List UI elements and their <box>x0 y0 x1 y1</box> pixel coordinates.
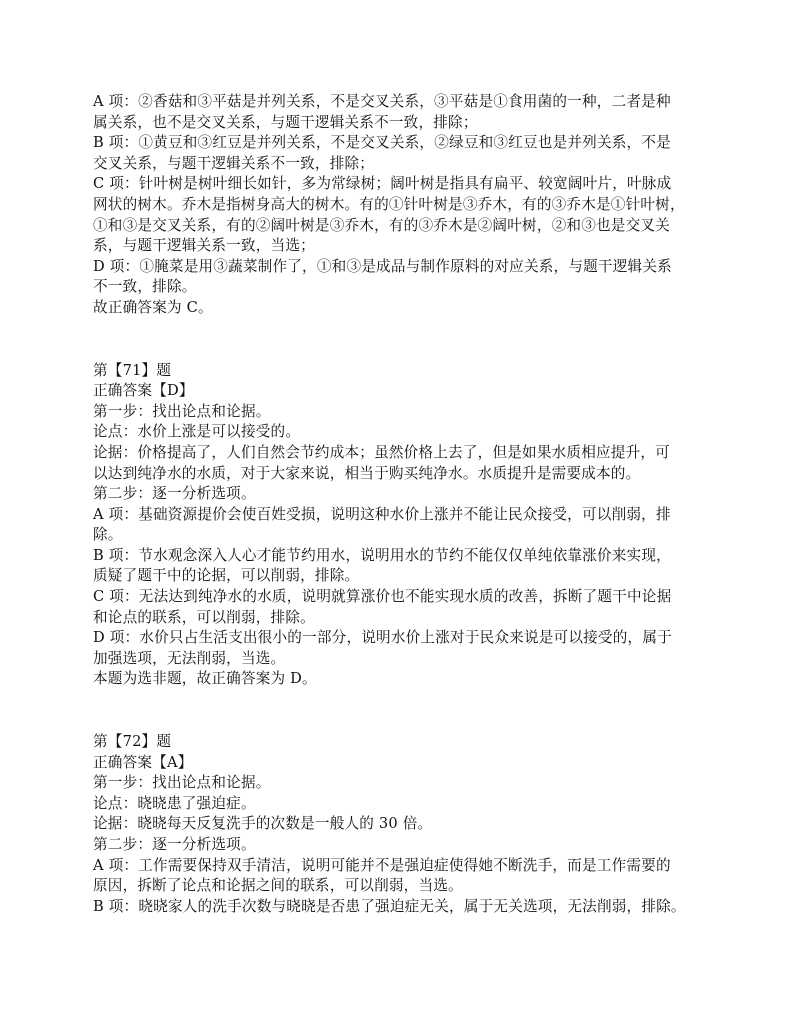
question-71 <box>93 361 721 691</box>
text-line: 系，与题干逻辑关系一致，当选； <box>93 237 315 255</box>
answer-conclusion: 本题为选非题，故正确答案为 D。 <box>93 670 317 688</box>
text-line: ①和③是交叉关系，有的②阔叶树是③乔木，有的③乔木是②阔叶树，②和③也是交叉关 <box>93 216 670 234</box>
argument-claim: 论点：晓晓患了强迫症。 <box>93 794 256 812</box>
answer-conclusion: 故正确答案为 C。 <box>93 298 213 316</box>
text-line: 不一致，排除。 <box>93 278 197 296</box>
text-line: 质疑了题干中的论据，可以削弱，排除。 <box>93 567 360 585</box>
document-page <box>93 92 721 917</box>
text-line: D 项：水价只占生活支出很小的一部分，说明水价上涨对于民众来说是可以接受的，属于 <box>93 629 672 647</box>
question-heading: 第【71】题 <box>93 361 172 379</box>
text-line: A 项：基础资源提价会使百姓受损，说明这种水价上涨并不能让民众接受，可以削弱，排 <box>93 505 671 523</box>
text-line: A 项：工作需要保持双手清洁，说明可能并不是强迫症使得她不断洗手，而是工作需要的 <box>93 856 671 874</box>
text-line: D 项：①腌菜是用③蔬菜制作了，①和③是成品与制作原料的对应关系，与题干逻辑关系 <box>93 257 672 275</box>
argument-claim: 论点：水价上涨是可以接受的。 <box>93 423 301 441</box>
text-line: 以达到纯净水的水质，对于大家来说，相当于购买纯净水。水质提升是需要成本的。 <box>93 464 641 482</box>
step-heading: 第一步：找出论点和论据。 <box>93 774 271 792</box>
argument-evidence: 论据：晓晓每天反复洗手的次数是一般人的 30 倍。 <box>93 815 433 833</box>
correct-answer: 正确答案【A】 <box>93 753 193 771</box>
text-line: 原因，拆断了论点和论据之间的联系，可以削弱，当选。 <box>93 877 463 895</box>
text-line: B 项：①黄豆和③红豆是并列关系，不是交叉关系，②绿豆和③红豆也是并列关系，不是 <box>93 134 671 152</box>
step-heading: 第二步：逐一分析选项。 <box>93 836 256 853</box>
text-line: C 项：无法达到纯净水的水质，说明就算涨价也不能实现水质的改善，拆断了题干中论据 <box>93 588 672 606</box>
section-prev-explanation <box>93 92 721 319</box>
text-line: 属关系，也不是交叉关系，与题干逻辑关系不一致，排除； <box>93 113 478 131</box>
question-72 <box>93 732 721 917</box>
text-line: 除。 <box>93 526 123 544</box>
section-spacer <box>93 319 721 361</box>
correct-answer: 正确答案【D】 <box>93 382 194 400</box>
question-heading: 第【72】题 <box>93 733 172 751</box>
text-line: 交叉关系，与题干逻辑关系不一致，排除； <box>93 154 375 172</box>
text-line: 加强选项，无法削弱，当选。 <box>93 649 286 667</box>
step-heading: 第一步：找出论点和论据。 <box>93 402 271 420</box>
text-line: 论据：价格提高了，人们自然会节约成本；虽然价格上去了，但是如果水质相应提升，可 <box>93 443 670 461</box>
text-line: B 项：晓晓家人的洗手次数与晓晓是否患了强迫症无关，属于无关选项，无法削弱，排除。 <box>93 897 686 915</box>
text-line: 网状的树木。乔木是指树身高大的树木。有的①针叶树是③乔木，有的③乔木是①针叶树， <box>93 195 685 213</box>
text-line: 和论点的联系，可以削弱，排除。 <box>93 608 315 626</box>
text-line: C 项：针叶树是树叶细长如针，多为常绿树；阔叶树是指具有扁平、较宽阔叶片，叶脉成 <box>93 175 672 193</box>
text-line: B 项：节水观念深入人心才能节约用水，说明用水的节约不能仅仅单纯依靠涨价来实现， <box>93 546 671 564</box>
text-line: A 项：②香菇和③平菇是并列关系，不是交叉关系，③平菇是①食用菌的一种，二者是种 <box>93 93 671 110</box>
section-spacer <box>93 690 721 732</box>
step-heading: 第二步：逐一分析选项。 <box>93 485 256 503</box>
